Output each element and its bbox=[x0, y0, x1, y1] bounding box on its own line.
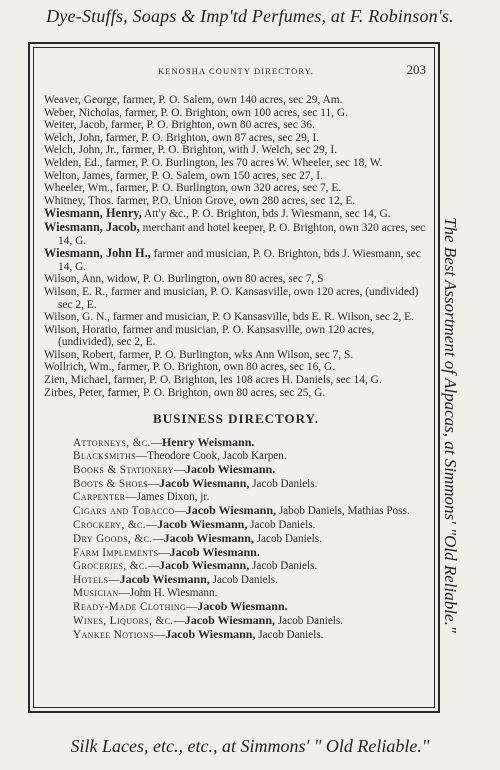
business-firm: Jacob Wiesmann, bbox=[119, 572, 210, 587]
business-firm: Jacob Wiesmann. bbox=[169, 544, 260, 559]
entry-details: widow, P. O. Burlington, own 80 acres, sec 7, S bbox=[103, 273, 324, 286]
em-dash: — bbox=[118, 587, 130, 600]
entry-name: Wollrich, Wm., bbox=[44, 361, 115, 374]
business-category: Boots & Shoes bbox=[73, 477, 148, 490]
entry-details: farmer, P. O. Brighton, les 108 acres H. Daniels, sec 14, G. bbox=[110, 374, 382, 387]
em-dash: — bbox=[173, 464, 185, 477]
em-dash: — bbox=[125, 490, 137, 503]
entry-name: Wilson, E. R., bbox=[44, 285, 109, 298]
directory-entry bbox=[44, 361, 428, 374]
business-other-names: Jacob Daniels. bbox=[247, 518, 316, 531]
directory-entry bbox=[44, 157, 428, 170]
entry-details: farmer, P.O. Union Grove, own 280 acres, sec 12, E. bbox=[113, 194, 356, 207]
business-firm: Jacob Wiesmann. bbox=[197, 599, 288, 614]
entry-name: Zirbes, Peter, bbox=[44, 386, 105, 399]
running-title: KENOSHA COUNTY DIRECTORY. bbox=[157, 66, 315, 76]
entry-details: farmer, P. O. Brighton, own 80 acres, sec 36. bbox=[108, 119, 315, 132]
business-entry bbox=[73, 518, 428, 532]
entry-details: farmer, P. O. Brighton, own 87 acres, sec 29, I. bbox=[102, 131, 320, 144]
side-advertisement: The Best Assortment of Alpacas, at Simmons' "Old Reliable." bbox=[441, 217, 460, 633]
em-dash: — bbox=[173, 615, 185, 628]
business-firm: Jacob Wiesmann. bbox=[184, 462, 276, 477]
directory-entry bbox=[44, 170, 428, 183]
entry-name: Wiesmann, Jacob, bbox=[44, 219, 140, 234]
business-category: Cigars and Tobacco bbox=[73, 504, 175, 517]
directory-entry bbox=[44, 349, 428, 362]
business-category: Crockery, &c. bbox=[73, 518, 146, 531]
business-category: Farm Implements bbox=[73, 546, 159, 559]
business-listing bbox=[44, 436, 428, 642]
entry-name: Wilson, Robert, bbox=[44, 348, 116, 361]
em-dash: — bbox=[152, 532, 164, 545]
business-other-names: Jacob Daniels. bbox=[249, 477, 318, 490]
em-dash: — bbox=[108, 574, 120, 587]
bottom-advertisement: Silk Laces, etc., etc., at Simmons' " Old Reliable." bbox=[70, 736, 430, 756]
em-dash: — bbox=[154, 628, 166, 641]
em-dash: — bbox=[147, 560, 159, 573]
em-dash: — bbox=[145, 518, 158, 531]
business-firm: Jacob Wiesmann, bbox=[159, 475, 250, 490]
directory-entry bbox=[44, 273, 428, 286]
directory-page bbox=[44, 62, 428, 702]
entry-name: Welch, John, Jr., bbox=[44, 144, 120, 157]
business-firm: Jacob Wiesmann, bbox=[185, 502, 277, 517]
directory-entry bbox=[44, 119, 428, 132]
directory-entry bbox=[44, 247, 428, 273]
business-category: Ready-Made Clothing bbox=[73, 601, 187, 614]
directory-entry bbox=[44, 324, 428, 349]
business-entry bbox=[73, 614, 428, 628]
business-other-names: Jacob Daniels. bbox=[253, 532, 322, 545]
business-directory-heading: BUSINESS DIRECTORY. bbox=[153, 411, 319, 427]
directory-entry bbox=[44, 182, 428, 195]
em-dash: — bbox=[174, 504, 186, 517]
entry-name: Whitney, Thos. bbox=[44, 194, 114, 207]
business-category: Yankee Notions bbox=[73, 628, 154, 641]
business-category: Musician bbox=[73, 587, 119, 600]
business-entry bbox=[73, 504, 428, 518]
business-entry bbox=[73, 532, 428, 546]
directory-entry bbox=[44, 221, 428, 247]
business-firm: Jacob Wiesmann, bbox=[157, 516, 248, 531]
directory-entry bbox=[44, 311, 428, 324]
directory-entry bbox=[44, 107, 428, 120]
business-entry bbox=[73, 463, 428, 477]
business-entry bbox=[73, 600, 428, 614]
entry-details: farmer and musician, P. O. Kansasville, own 120 acres, (undivided) sec 2, E. bbox=[58, 285, 419, 311]
entry-details: farmer, P. O. Burlington, les 70 acres W. Wheeler, sec 18, W. bbox=[102, 156, 383, 169]
directory-entry bbox=[44, 387, 428, 400]
business-other-names: John H. Wiesmann. bbox=[129, 587, 218, 600]
business-entry bbox=[73, 559, 428, 573]
top-advertisement: Dye-Stuffs, Soaps & Imp'td Perfumes, at F. Robinson's. bbox=[46, 6, 454, 26]
entry-details: farmer, P. O. Burlington, wks Ann Wilson, sec 7, S. bbox=[116, 348, 354, 361]
directory-entry bbox=[44, 207, 428, 221]
business-firm: Jacob Wiesmann, bbox=[184, 613, 276, 628]
entry-details: farmer and musician, P. O. Brighton, bds J. Wiesmann, sec 14, G. bbox=[58, 248, 421, 273]
em-dash: — bbox=[158, 546, 170, 559]
business-entry bbox=[73, 628, 428, 642]
em-dash: — bbox=[186, 601, 198, 614]
entry-details: farmer, P. O. Brighton, own 80 acres, sec 16, G. bbox=[114, 361, 336, 374]
business-entry bbox=[73, 546, 428, 560]
business-other-names: Jacob Daniels. bbox=[209, 574, 278, 587]
business-category: Groceries, &c. bbox=[73, 560, 148, 573]
entry-name: Wiesmann, John H., bbox=[44, 246, 151, 261]
entry-details: farmer, P. O. Brighton, own 100 acres, sec 11, G. bbox=[122, 106, 348, 119]
page-header bbox=[44, 62, 428, 80]
business-category: Hotels bbox=[73, 574, 109, 587]
entry-details: farmer and musician, P. O Kansasville, bds E. R. Wilson, sec 2, E. bbox=[110, 311, 414, 324]
directory-entry bbox=[44, 286, 428, 311]
em-dash: — bbox=[150, 437, 162, 450]
business-category: Books & Stationery bbox=[73, 464, 174, 477]
business-entry bbox=[73, 436, 428, 450]
business-entry bbox=[73, 477, 428, 491]
entry-name: Welch, John, bbox=[44, 131, 103, 144]
page-number: 203 bbox=[406, 62, 426, 77]
directory-entry bbox=[44, 132, 428, 145]
business-category: Blacksmiths bbox=[73, 450, 136, 463]
business-category: Carpenter bbox=[73, 490, 126, 503]
entry-name: Zien, Michael, bbox=[44, 374, 111, 387]
directory-entry bbox=[44, 144, 428, 157]
business-other-names: James Dixon, jr. bbox=[136, 490, 210, 503]
entry-details: farmer, P. O. Burlington, own 320 acres, sec 7, E. bbox=[112, 182, 342, 195]
directory-entry bbox=[44, 374, 428, 387]
em-dash: — bbox=[135, 450, 148, 463]
entry-details: merchant and hotel keeper, P. O. Brighton, own 320 acres, sec 14, G. bbox=[58, 221, 426, 247]
business-other-names: Theodore Cook, Jacob Karpen. bbox=[147, 450, 287, 463]
entry-name: Wilson, Ann, bbox=[44, 273, 104, 286]
em-dash: — bbox=[147, 477, 160, 490]
business-category: Attorneys, &c. bbox=[73, 437, 151, 450]
entry-details: farmer and musician, P. O. Kansasville, own 120 acres, (undivided), sec 2, E. bbox=[58, 323, 375, 349]
entry-details: Att'y &c., P. O. Brighton, bds J. Wiesmann, sec 14, G. bbox=[141, 208, 391, 221]
entry-details: farmer, P. O. Brighton, own 80 acres, sec 25, G. bbox=[104, 386, 326, 399]
entry-name: Wheeler, Wm., bbox=[44, 182, 113, 195]
resident-listing bbox=[44, 94, 428, 399]
entry-name: Wiesmann, Henry, bbox=[44, 206, 142, 221]
business-firm: Jacob Wiesmann, bbox=[158, 558, 250, 573]
business-category: Dry Goods, &c. bbox=[73, 532, 153, 545]
entry-name: Weber, Nicholas, bbox=[44, 106, 123, 119]
entry-name: Weiter, Jacob, bbox=[44, 119, 109, 132]
entry-name: Wilson, Horatio, bbox=[44, 323, 120, 336]
entry-name: Weaver, George, bbox=[44, 94, 120, 106]
directory-entry bbox=[44, 94, 428, 107]
business-other-names: Jacob Daniels. bbox=[249, 560, 318, 573]
entry-details: farmer, P. O. Salem, own 140 acres, sec 29, Am. bbox=[119, 94, 343, 106]
entry-details: farmer, P. O. Brighton, with J. Welch, sec 29, I. bbox=[119, 144, 337, 157]
business-other-names: Jacob Daniels. bbox=[255, 628, 324, 641]
entry-details: farmer, P. O. Salem, own 150 acres, sec 27, I. bbox=[113, 169, 323, 182]
business-other-names: Jacob Daniels. bbox=[275, 615, 344, 628]
business-firm: Jacob Wiesmann, bbox=[165, 626, 256, 641]
entry-name: Wilson, G. N., bbox=[44, 311, 110, 324]
business-firm: Jacob Wiesmann, bbox=[163, 530, 254, 545]
entry-name: Welton, James, bbox=[44, 169, 113, 182]
business-entry bbox=[73, 573, 428, 587]
business-other-names: Jabob Daniels, Mathias Poss. bbox=[276, 504, 410, 517]
entry-name: Welden, Ed., bbox=[44, 156, 103, 169]
business-firm: Henry Weismann. bbox=[161, 435, 255, 450]
business-category: Wines, Liquors, &c. bbox=[73, 615, 174, 628]
